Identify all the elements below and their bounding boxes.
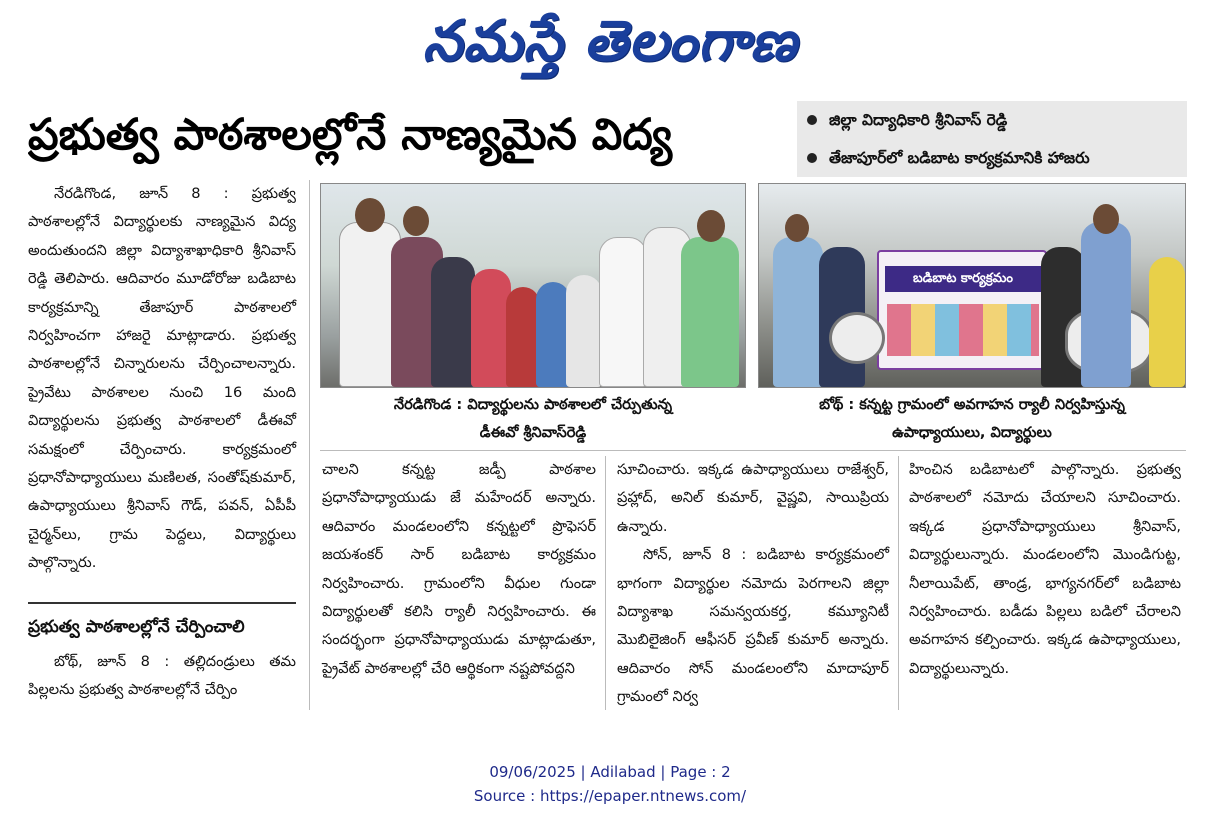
footer-edition-info: 09/06/2025 | Adilabad | Page : 2 xyxy=(489,763,731,781)
rally-banner-title: బడిబాట కార్యక్రమం xyxy=(885,266,1041,292)
footer-source[interactable]: Source : https://epaper.ntnews.com/ xyxy=(473,787,747,805)
photo-person xyxy=(1081,222,1131,387)
photo-person-head xyxy=(403,206,429,236)
column-divider xyxy=(28,602,296,604)
article-1-body: నేరడిగొండ, జూన్ 8 : ప్రభుత్వ పాఠశాలల్లోనే విద్యార్థులకు నాణ్యమైన విద్య అందుతుందని జిల్లా విద్యాశాఖాధికారి శ్రీనివాస్ రెడ్డి తెలిపారు. ఆదివారం మూడోరోజు బడిబాట కార్యక్రమాన్ని తేజాపూర్ పాఠశాలలో నిర్వహించగా హాజరై మాట్లాడారు. ప్రభుత్వ పాఠశాలల్లోనే చిన్నారులను చేర్పించాలన్నారు. ప్రైవేటు పాఠశాలల నుంచి 16 మంది విద్యార్థులను ప్రభుత్వ పాఠశాలలో డీఈవో సమక్షంలో చేర్పించారు. కార్యక్రమంలో ప్రధానోపాధ్యాయులు మణిలత, సంతోష్‌కుమార్, ఉపాధ్యాయులు శ్రీనివాస్ గౌడ్, పవన్, ఏపీపీ చైర్మన్‌లు, గ్రామ పెద్దలు, విద్యార్థులు పాల్గొన్నారు. xyxy=(28,185,296,572)
highlight-text: తేజాపూర్‌లో బడిబాట కార్యక్రమానికి హాజరు xyxy=(829,149,1090,167)
masthead xyxy=(0,2,1220,90)
photo-person xyxy=(471,269,511,387)
article-2-col1-text: బోథ్, జూన్ 8 : తల్లిదండ్రులు తమ పిల్లలను ప్రభుత్వ పాఠశాలల్లోనే చేర్పిం xyxy=(28,653,296,699)
photo-person xyxy=(1149,257,1185,387)
article-2-column-2 xyxy=(322,456,596,683)
highlight-text: జిల్లా విద్యాధికారి శ్రీనివాస్ రెడ్డి xyxy=(829,111,1008,129)
rally-banner-photos xyxy=(887,304,1039,356)
page-footer xyxy=(0,760,1220,808)
photo-person xyxy=(681,237,739,387)
highlights-box xyxy=(797,101,1187,177)
highlight-item xyxy=(797,101,1187,139)
article-1-column xyxy=(28,180,296,578)
masthead-title: నమస్తే తెలంగాణ xyxy=(422,9,798,74)
photo-person xyxy=(599,237,647,387)
photo-person xyxy=(506,287,540,387)
drum xyxy=(829,312,885,364)
photo-person-head xyxy=(697,210,725,242)
photo-person-head xyxy=(785,214,809,242)
column-divider xyxy=(898,456,899,710)
photo-person xyxy=(773,237,823,387)
article-2-col3-text-b: సోన్, జూన్ 8 : బడిబాట కార్యక్రమంలో భాగంగా విద్యార్థుల నమోదు పెరగాలని జిల్లా విద్యాశాఖ సమన్వయకర్త, కమ్యూనిటీ మొబిలైజింగ్ ఆఫీసర్ ప్రవీణ్ కుమార్ అన్నారు. ఆదివారం సోన్ మండలంలోని మాదాపూర్ గ్రామంలో నిర్వ xyxy=(617,546,889,706)
article-2-col3-text-a: సూచించారు. ఇక్కడ ఉపాధ్యాయులు రాజేశ్వర్, ప్రహ్లాద్, అనిల్ కుమార్, వైష్ణవి, సాయిప్రియ ఉన్నారు. xyxy=(617,461,889,535)
photo-person xyxy=(536,282,570,387)
headline: ప్రభుత్వ పాఠశాలల్లోనే నాణ్యమైన విద్య xyxy=(28,110,673,160)
rally-banner xyxy=(877,250,1047,370)
article-2-column-4 xyxy=(909,456,1181,683)
article-2-col4-text: హించిన బడిబాటలో పాల్గొన్నారు. ప్రభుత్వ పాఠశాలలో నమోదు చేయాలని సూచించారు. ఇక్కడ ప్రధానోపాధ్యాయులు శ్రీనివాస్, విద్యార్థులున్నారు. మండలంలోని మొండిగుట్ట, నీలాయిపేట్, తాండ్ర, భాగ్యనగర్‌లో బడిబాట నిర్వహించారు. బడీడు పిల్లలు బడిలో చేరాలని అవగాహన కల్పించారు. ఇక్కడ ఉపాధ్యాయులు, విద్యార్థులున్నారు. xyxy=(909,461,1181,677)
bullet-icon xyxy=(807,153,817,163)
photo-person-head xyxy=(1093,204,1119,234)
column-divider xyxy=(309,180,310,710)
photo-1-caption xyxy=(320,391,746,447)
column-divider xyxy=(605,456,606,710)
photo-person xyxy=(566,275,602,387)
article-2-column-1 xyxy=(28,648,296,705)
photo-awareness-rally xyxy=(758,183,1186,388)
photo-1-caption-line1: నేరడిగొండ : విద్యార్థులను పాఠశాలలో చేర్పుతున్న xyxy=(393,396,673,413)
photo-1-caption-line2: డీఈవో శ్రీనివాస్‌రెడ్డి xyxy=(479,424,587,441)
photo-school-enrollment xyxy=(320,183,746,388)
highlight-item xyxy=(797,139,1187,177)
photo-2-caption xyxy=(758,391,1186,447)
article-2-column-3 xyxy=(617,456,889,712)
photo-person-head xyxy=(355,198,385,232)
photo-2-caption-line1: బోథ్ : కన్నట్ట గ్రామంలో అవగాహన ర్యాలీ నిర్వహిస్తున్న xyxy=(819,396,1125,413)
article-2-subheading: ప్రభుత్వ పాఠశాలల్లోనే చేర్పించాలి xyxy=(28,617,245,637)
article-2-col2-text: చాలని కన్నట్ట జడ్పీ పాఠశాల ప్రధానోపాధ్యాయుడు జే మహేందర్ అన్నారు. ఆదివారం మండలంలోని కన్నట్టలో ప్రొఫెసర్ జయశంకర్ సార్ బడిబాట కార్యక్రమం నిర్వహించారు. గ్రామంలోని వీధుల గుండా విద్యార్థులతో కలిసి ర్యాలీ నిర్వహించారు. ఈ సందర్భంగా ప్రధానోపాధ్యాయుడు మాట్లాడుతూ, ప్రైవేట్ పాఠశాలల్లో చేరి ఆర్థికంగా నష్టపోవద్దని xyxy=(322,461,596,677)
photo-2-caption-line2: ఉపాధ్యాయులు, విద్యార్థులు xyxy=(892,424,1052,441)
section-divider xyxy=(320,450,1186,451)
bullet-icon xyxy=(807,115,817,125)
photo-person xyxy=(431,257,475,387)
